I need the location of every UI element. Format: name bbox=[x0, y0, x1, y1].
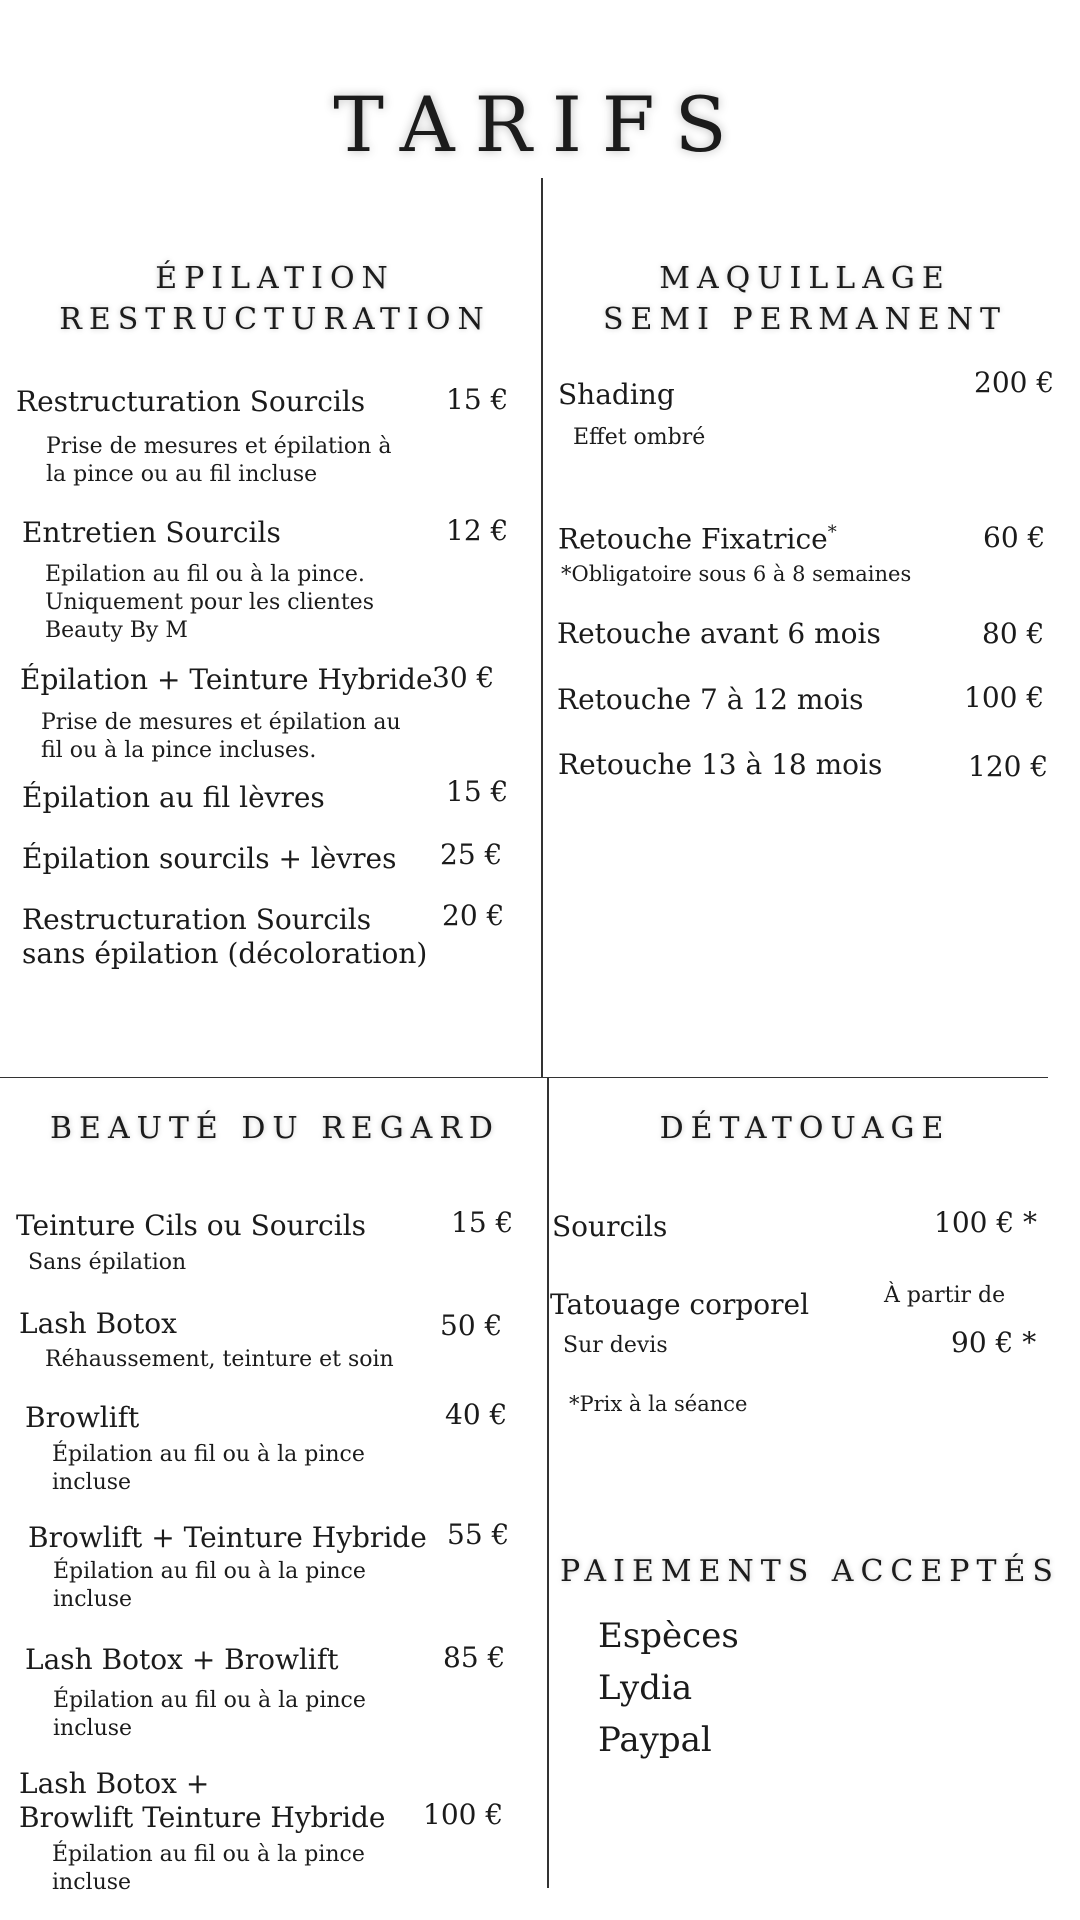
service-name: Browlift Teinture Hybride bbox=[19, 1801, 386, 1834]
service-price: 100 € bbox=[423, 1798, 504, 1831]
service-desc: Beauty By M bbox=[45, 618, 188, 643]
service-desc: Épilation au fil ou à la pince bbox=[52, 1442, 365, 1467]
price-note: *Prix à la séance bbox=[569, 1392, 748, 1416]
service-price: 120 € bbox=[968, 750, 1049, 783]
service-price: 12 € bbox=[446, 514, 509, 547]
service-name: Teinture Cils ou Sourcils bbox=[16, 1209, 367, 1242]
service-name: Lash Botox + bbox=[19, 1767, 210, 1800]
service-name: Restructuration Sourcils bbox=[22, 903, 372, 936]
service-price: 55 € bbox=[447, 1518, 510, 1551]
service-price: 85 € bbox=[443, 1641, 506, 1674]
price-prefix: À partir de bbox=[884, 1283, 1006, 1308]
horizontal-divider bbox=[0, 1077, 1048, 1078]
payment-method: Paypal bbox=[598, 1720, 712, 1760]
service-desc: Uniquement pour les clientes bbox=[45, 590, 374, 615]
service-name: Browlift + Teinture Hybride bbox=[28, 1521, 427, 1554]
service-price: 200 € bbox=[974, 366, 1055, 399]
service-price: 25 € bbox=[440, 838, 503, 871]
service-name: Retouche avant 6 mois bbox=[557, 617, 881, 650]
service-desc: Épilation au fil ou à la pince bbox=[52, 1842, 365, 1867]
section-heading: PAIEMENTS ACCEPTÉS bbox=[560, 1554, 1060, 1589]
service-desc: Epilation au fil ou à la pince. bbox=[45, 562, 365, 587]
service-price: 15 € bbox=[446, 383, 509, 416]
service-price: 80 € bbox=[982, 617, 1045, 650]
service-name: Retouche 13 à 18 mois bbox=[558, 748, 883, 781]
service-desc: la pince ou au fil incluse bbox=[46, 462, 318, 487]
service-name: sans épilation (décoloration) bbox=[22, 937, 428, 970]
service-price: 100 € bbox=[964, 681, 1045, 714]
service-desc: Épilation au fil ou à la pince bbox=[53, 1688, 366, 1713]
service-desc: fil ou à la pince incluses. bbox=[41, 738, 317, 763]
service-desc: incluse bbox=[52, 1870, 132, 1895]
vertical-divider-top bbox=[541, 178, 543, 1078]
service-name: Sourcils bbox=[552, 1210, 668, 1243]
service-desc: Prise de mesures et épilation à bbox=[46, 434, 392, 459]
service-price: 30 € bbox=[432, 661, 495, 694]
service-desc: incluse bbox=[53, 1587, 133, 1612]
section-heading: MAQUILLAGE SEMI PERMANENT bbox=[602, 261, 1008, 337]
service-name: Épilation sourcils + lèvres bbox=[22, 842, 397, 875]
service-desc: Sur devis bbox=[563, 1333, 668, 1358]
service-price: 90 € * bbox=[951, 1326, 1037, 1359]
service-price: 60 € bbox=[983, 521, 1046, 554]
service-desc: Sans épilation bbox=[28, 1250, 187, 1275]
vertical-divider-bottom bbox=[547, 1078, 549, 1888]
service-desc: incluse bbox=[53, 1716, 133, 1741]
payment-method: Espèces bbox=[598, 1616, 739, 1656]
service-desc: Réhaussement, teinture et soin bbox=[45, 1347, 394, 1372]
section-heading: ÉPILATION RESTRUCTURATION bbox=[59, 261, 491, 337]
service-price: 15 € bbox=[451, 1206, 514, 1239]
section-heading: DÉTATOUAGE bbox=[659, 1111, 951, 1146]
payment-method: Lydia bbox=[598, 1668, 693, 1708]
service-name: Retouche Fixatrice* bbox=[558, 522, 837, 556]
service-price: 15 € bbox=[446, 775, 509, 808]
service-name: Browlift bbox=[25, 1401, 140, 1434]
service-name: Épilation + Teinture Hybride bbox=[20, 663, 433, 696]
service-desc: Prise de mesures et épilation au bbox=[41, 710, 401, 735]
service-name: Tatouage corporel bbox=[550, 1288, 810, 1321]
service-name: Restructuration Sourcils bbox=[16, 385, 366, 418]
service-desc: incluse bbox=[52, 1470, 132, 1495]
service-desc: Épilation au fil ou à la pince bbox=[53, 1559, 366, 1584]
service-name: Lash Botox + Browlift bbox=[25, 1643, 339, 1676]
service-name: Lash Botox bbox=[19, 1307, 177, 1340]
section-heading: BEAUTÉ DU REGARD bbox=[50, 1111, 500, 1146]
service-price: 40 € bbox=[445, 1398, 508, 1431]
service-price: 100 € * bbox=[934, 1206, 1038, 1239]
page-title: TARIFS bbox=[333, 80, 747, 169]
service-desc: *Obligatoire sous 6 à 8 semaines bbox=[561, 562, 912, 586]
service-name: Entretien Sourcils bbox=[22, 516, 281, 549]
service-name: Retouche 7 à 12 mois bbox=[557, 683, 864, 716]
service-name: Épilation au fil lèvres bbox=[22, 781, 325, 814]
service-price: 20 € bbox=[442, 899, 505, 932]
service-desc: Effet ombré bbox=[573, 425, 706, 450]
service-name: Shading bbox=[558, 378, 675, 411]
service-price: 50 € bbox=[440, 1309, 503, 1342]
